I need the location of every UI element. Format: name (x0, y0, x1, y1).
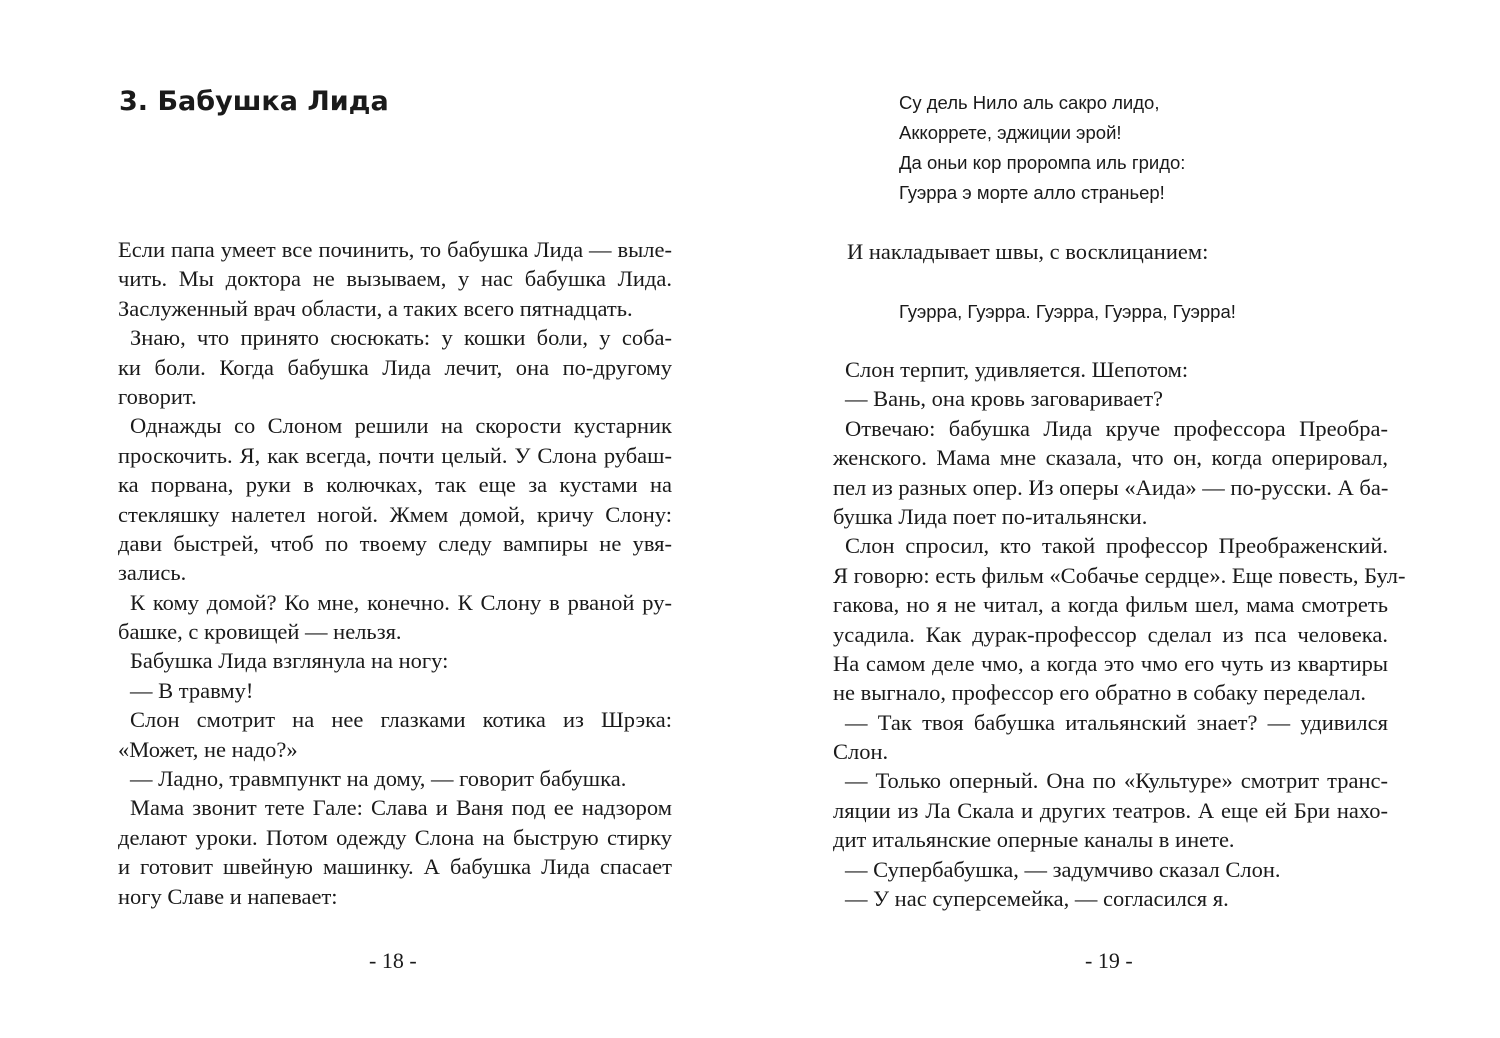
text-line: Слон смотрит на нее глазками котика из Шрэка: (130, 707, 672, 733)
text-line: дави быстрей, чтоб по твоему следу вампиры не увя- (118, 530, 672, 556)
text-line: К кому домой? Ко мне, конечно. К Слону в рваной ру- (130, 589, 672, 615)
poem-line: Су дель Нило аль сакро лидо, (899, 92, 1160, 113)
text-line: гакова, но я не читал, а когда фильм шел, мама смотреть (833, 592, 1388, 618)
poem-line: Аккоррете, эджиции эрой! (899, 122, 1122, 143)
text-line: пел из разных опер. Из оперы «Аида» — по-русски. А ба- (833, 474, 1389, 500)
intro-line: И накладывает швы, с восклицанием: (847, 239, 1209, 264)
page-number: - 18 - (369, 948, 417, 973)
text-line: Слон. (833, 739, 889, 765)
text-line: Заслуженный врач области, а таких всего пятнадцать. (118, 295, 633, 321)
text-line: «Может, не надо?» (118, 736, 298, 762)
text-line: Однажды со Слоном решили на скорости кустарник (130, 413, 672, 439)
page-number: - 19 - (1085, 948, 1133, 973)
text-line: ляции из Ла Скала и других театров. А еще ей Бри нахо- (833, 797, 1388, 823)
text-line: усадила. Как дурак-профессор сделал из пса человека. (833, 621, 1388, 647)
text-line: — Так твоя бабушка итальянский знает? — удивился (845, 709, 1388, 735)
text-line: Я говорю: есть фильм «Собачье сердце». Еще повесть, Бул- (833, 562, 1406, 588)
poem-verse (899, 88, 1185, 208)
text-line: стекляшку налетел ногой. Жмем домой, кричу Слону: (118, 501, 672, 527)
text-line: дит итальянские оперные каналы в инете. (833, 827, 1235, 853)
text-line: На самом деле чмо, а когда это чмо его чуть из квартиры (833, 650, 1388, 676)
text-line: ки боли. Когда бабушка Лида лечит, она по-другому (118, 354, 672, 380)
text-line: Слон терпит, удивляется. Шепотом: (845, 357, 1189, 382)
chapter-title: 3. Бабушка Лида (119, 86, 389, 117)
text-line: Мама звонит тете Гале: Слава и Ваня под ее надзором (130, 795, 672, 821)
poem-line: Гуэрра э морте алло страньер! (899, 182, 1165, 203)
text-line: башке, с кровищей — нельзя. (118, 619, 402, 645)
text-line: — У нас суперсемейка, — согласился я. (845, 886, 1229, 912)
text-line: Отвечаю: бабушка Лида круче профессора Преобра- (845, 415, 1388, 441)
text-line: Бабушка Лида взглянула на ногу: (130, 648, 449, 674)
text-line: бушка Лида поет по-итальянски. (833, 503, 1148, 529)
text-line: — Только оперный. Она по «Культуре» смотрит транс- (845, 768, 1388, 794)
text-line: и готовит швейную машинку. А бабушка Лида спасает (118, 854, 672, 880)
text-line: женского. Мама мне сказала, что он, когда оперировал, (833, 445, 1388, 471)
text-line: Знаю, что принято сюсюкать: у кошки боли, у соба- (130, 325, 672, 351)
text-line: проскочить. Я, как всегда, почти целый. У Слона рубаш- (118, 442, 672, 468)
text-line: ка порвана, руки в колючках, так еще за кустами на (118, 472, 672, 498)
text-line: — Супербабушка, — задумчиво сказал Слон. (845, 856, 1281, 882)
chant-line: Гуэрра, Гуэрра. Гуэрра, Гуэрра, Гуэрра! (899, 301, 1236, 322)
poem-line: Да оньи кор проромпа иль гридо: (899, 152, 1186, 173)
text-line: — В травму! (130, 677, 254, 703)
text-line: — Ладно, травмпункт на дому, — говорит бабушка. (130, 766, 627, 792)
text-line: — Вань, она кровь заговаривает? (845, 386, 1164, 412)
text-line: ногу Славе и напевает: (118, 883, 338, 909)
text-line: говорит. (118, 383, 197, 409)
text-line: делают уроки. Потом одежду Слона на быструю стирку (118, 824, 672, 850)
text-line: не выгнало, профессор его обратно в собаку переделал. (833, 680, 1367, 706)
text-line: зались. (118, 560, 187, 586)
right-page-body (833, 355, 1406, 913)
text-line: чить. Мы доктора не вызываем, у нас бабушка Лида. (118, 266, 672, 292)
text-line: Слон спросил, кто такой профессор Преображенский. (845, 533, 1388, 559)
text-line: Если папа умеет все починить, то бабушка Лида — выле- (118, 237, 672, 262)
left-page-body (118, 235, 672, 911)
